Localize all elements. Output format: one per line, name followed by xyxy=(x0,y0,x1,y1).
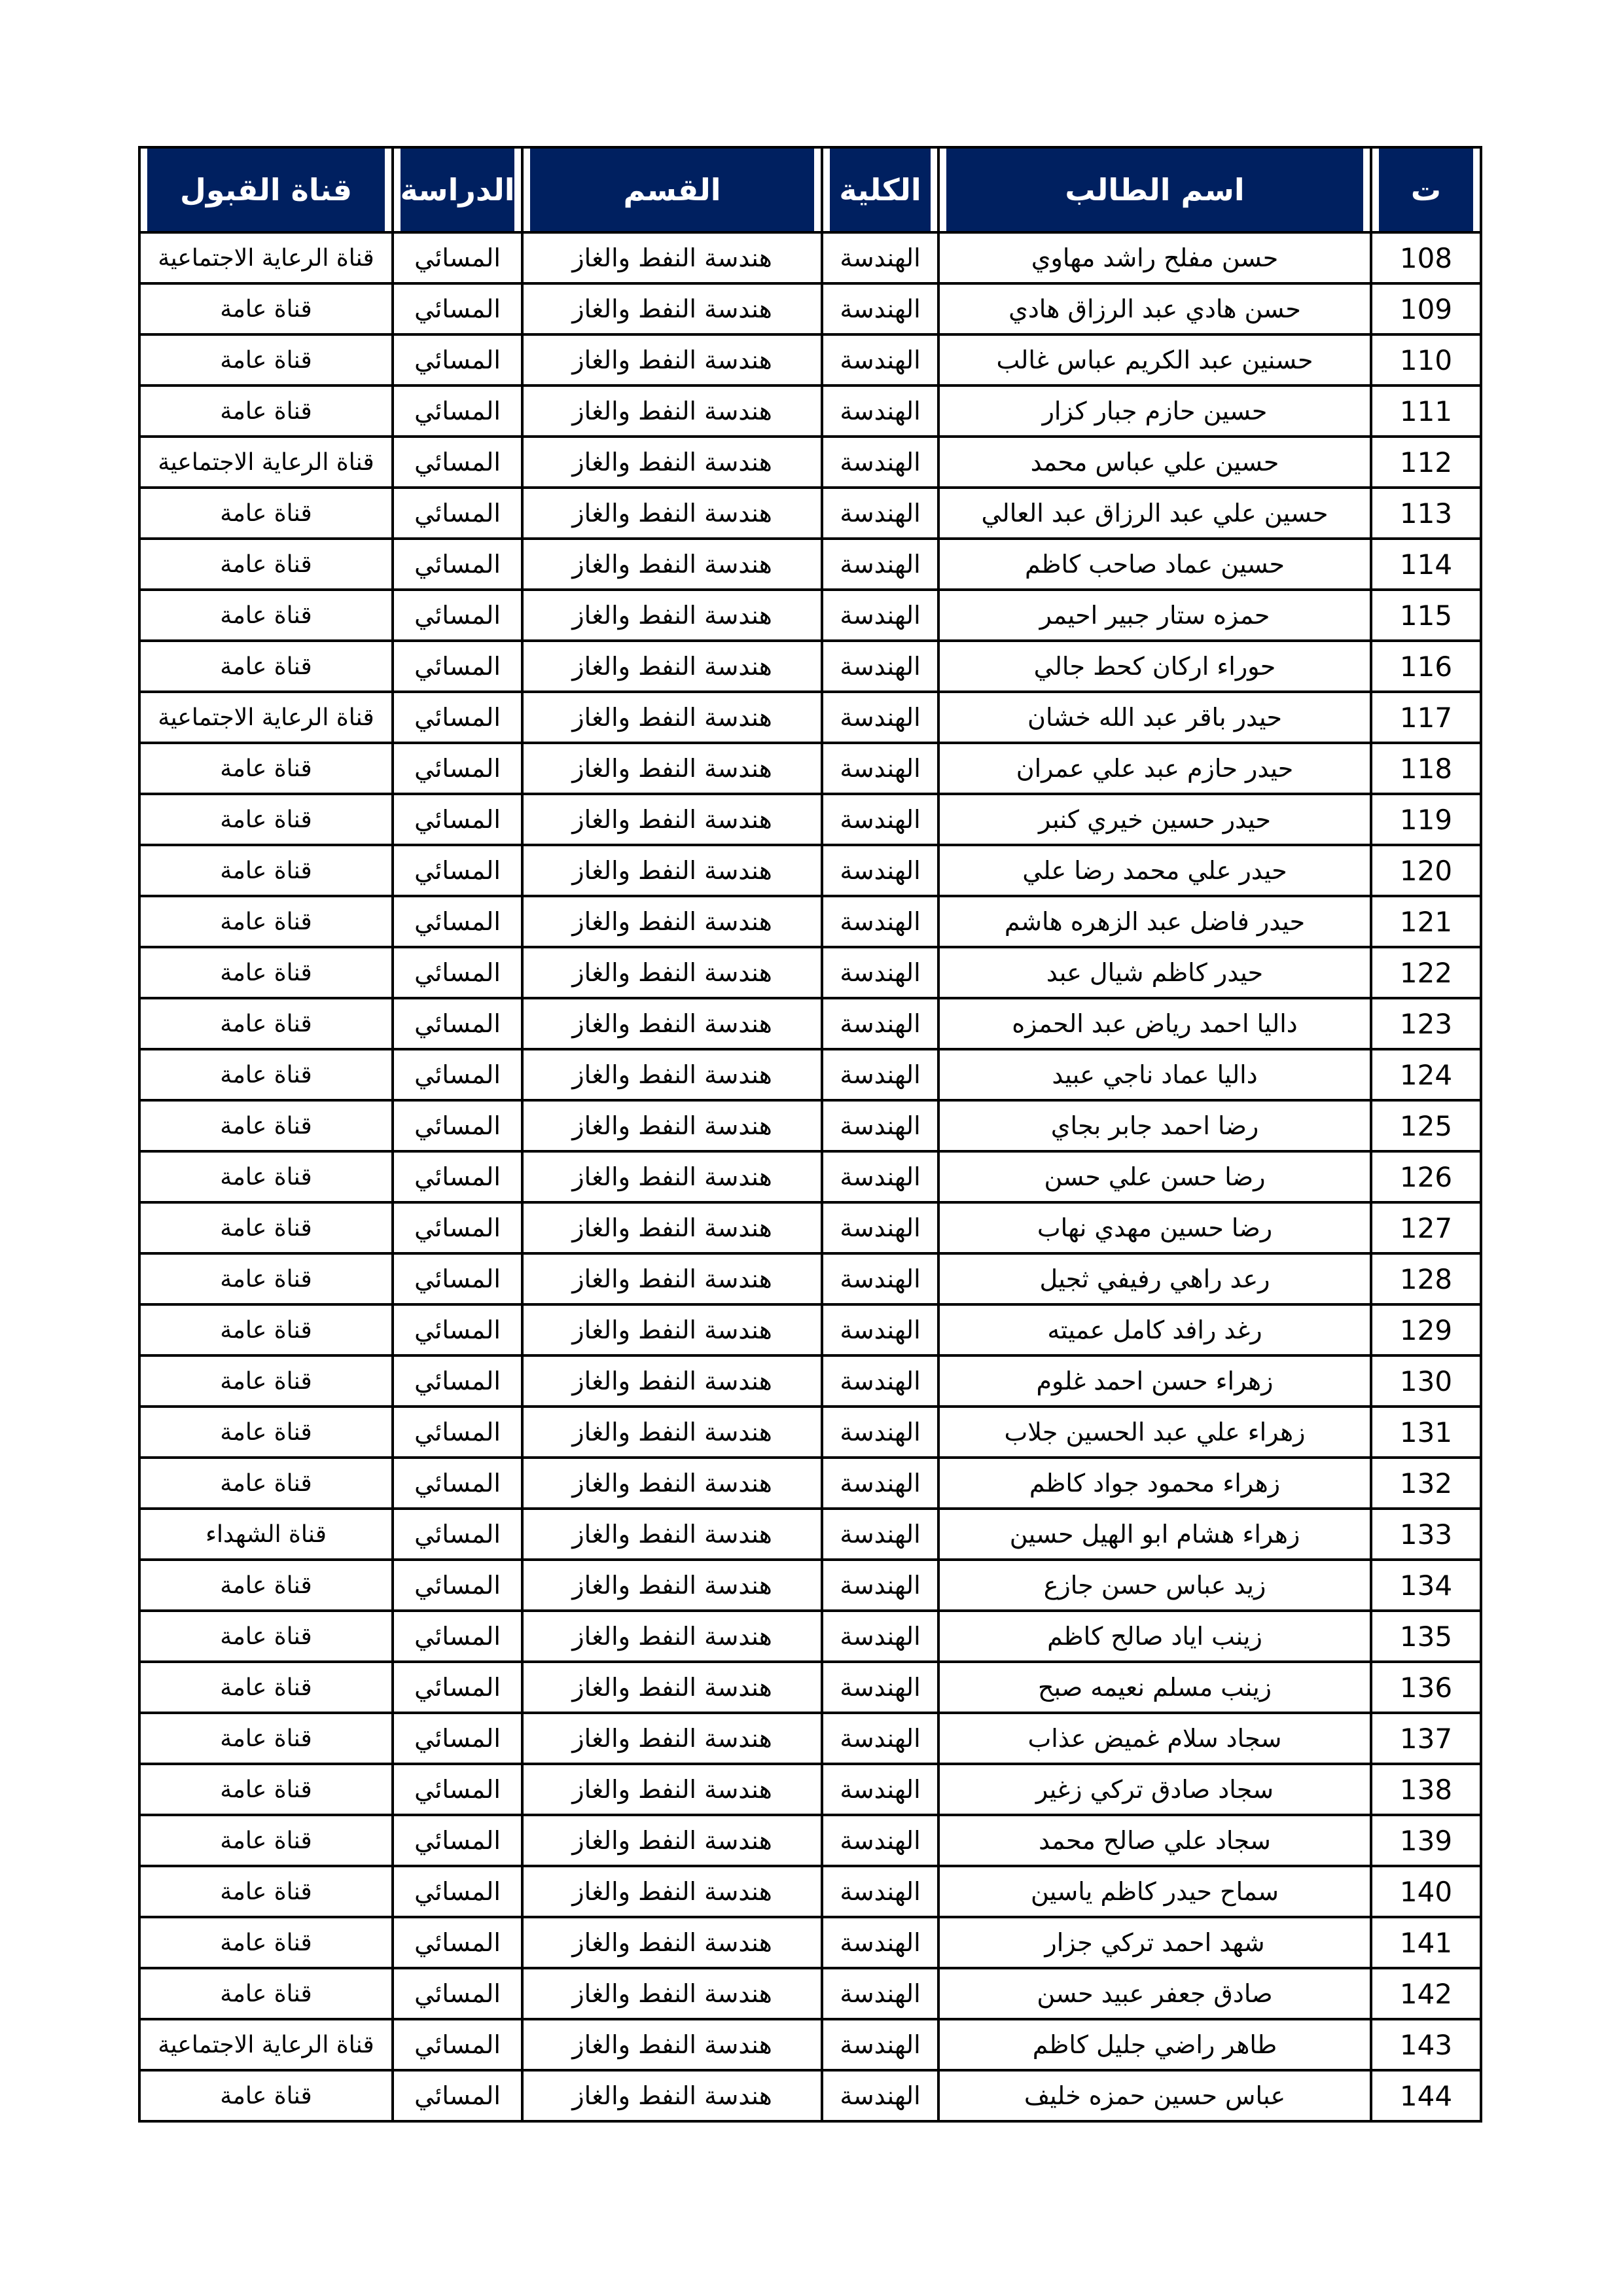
cell-channel: قناة عامة xyxy=(139,743,393,794)
cell-channel: قناة عامة xyxy=(139,590,393,641)
cell-study: المسائي xyxy=(393,1764,522,1815)
col-header-study-type xyxy=(393,147,522,232)
cell-college: الهندسة xyxy=(822,1304,938,1355)
cell-channel: قناة عامة xyxy=(139,845,393,896)
cell-department: هندسة النفط والغاز xyxy=(522,2019,822,2070)
cell-study: المسائي xyxy=(393,947,522,998)
cell-college: الهندسة xyxy=(822,947,938,998)
table-row xyxy=(139,1917,1481,1968)
col-header-admission-channel xyxy=(139,147,393,232)
cell-study: المسائي xyxy=(393,794,522,845)
cell-index: 123 xyxy=(1371,998,1481,1049)
cell-department: هندسة النفط والغاز xyxy=(522,1917,822,1968)
cell-name: زينب مسلم نعيمه صبح xyxy=(938,1662,1371,1713)
cell-department: هندسة النفط والغاز xyxy=(522,1611,822,1662)
cell-name: رضا حسين مهدي نهاب xyxy=(938,1202,1371,1253)
cell-study: المسائي xyxy=(393,232,522,283)
header-shade-college: الكلية xyxy=(830,149,931,231)
cell-name: حسين علي عباس محمد xyxy=(938,437,1371,488)
cell-college: الهندسة xyxy=(822,232,938,283)
cell-index: 140 xyxy=(1371,1866,1481,1917)
cell-index: 115 xyxy=(1371,590,1481,641)
cell-college: الهندسة xyxy=(822,743,938,794)
cell-index: 113 xyxy=(1371,488,1481,539)
cell-channel: قناة عامة xyxy=(139,1560,393,1611)
cell-college: الهندسة xyxy=(822,1049,938,1100)
cell-channel: قناة عامة xyxy=(139,1713,393,1764)
cell-department: هندسة النفط والغاز xyxy=(522,845,822,896)
cell-college: الهندسة xyxy=(822,1355,938,1407)
cell-study: المسائي xyxy=(393,743,522,794)
table-row xyxy=(139,896,1481,947)
cell-college: الهندسة xyxy=(822,794,938,845)
cell-channel: قناة عامة xyxy=(139,488,393,539)
cell-name: سجاد صادق تركي زغير xyxy=(938,1764,1371,1815)
cell-department: هندسة النفط والغاز xyxy=(522,1866,822,1917)
cell-channel: قناة عامة xyxy=(139,2070,393,2121)
cell-index: 119 xyxy=(1371,794,1481,845)
cell-channel: قناة عامة xyxy=(139,1764,393,1815)
cell-study: المسائي xyxy=(393,1202,522,1253)
cell-channel: قناة عامة xyxy=(139,1866,393,1917)
cell-department: هندسة النفط والغاز xyxy=(522,488,822,539)
cell-channel: قناة عامة xyxy=(139,283,393,334)
cell-college: الهندسة xyxy=(822,283,938,334)
cell-department: هندسة النفط والغاز xyxy=(522,1304,822,1355)
cell-channel: قناة عامة xyxy=(139,1662,393,1713)
cell-name: حيدر باقر عبد الله خشان xyxy=(938,692,1371,743)
cell-department: هندسة النفط والغاز xyxy=(522,437,822,488)
cell-college: الهندسة xyxy=(822,1151,938,1202)
cell-channel: قناة عامة xyxy=(139,1355,393,1407)
cell-channel: قناة عامة xyxy=(139,1100,393,1151)
cell-index: 118 xyxy=(1371,743,1481,794)
cell-index: 137 xyxy=(1371,1713,1481,1764)
cell-college: الهندسة xyxy=(822,998,938,1049)
cell-study: المسائي xyxy=(393,283,522,334)
cell-study: المسائي xyxy=(393,2019,522,2070)
cell-index: 144 xyxy=(1371,2070,1481,2121)
cell-study: المسائي xyxy=(393,1253,522,1304)
table-row xyxy=(139,1713,1481,1764)
cell-channel: قناة عامة xyxy=(139,1407,393,1458)
col-header-department xyxy=(522,147,822,232)
cell-channel: قناة عامة xyxy=(139,1151,393,1202)
cell-study: المسائي xyxy=(393,386,522,437)
header-row xyxy=(139,147,1481,232)
table-row xyxy=(139,947,1481,998)
cell-department: هندسة النفط والغاز xyxy=(522,1355,822,1407)
cell-department: هندسة النفط والغاز xyxy=(522,334,822,386)
table-row xyxy=(139,1764,1481,1815)
cell-name: زينب اياد صالح كاظم xyxy=(938,1611,1371,1662)
col-header-college xyxy=(822,147,938,232)
cell-channel: قناة الشهداء xyxy=(139,1509,393,1560)
cell-name: حيدر كاظم شيال عبد xyxy=(938,947,1371,998)
cell-channel: قناة الرعاية الاجتماعية xyxy=(139,437,393,488)
cell-channel: قناة عامة xyxy=(139,1815,393,1866)
cell-index: 114 xyxy=(1371,539,1481,590)
table-row xyxy=(139,1560,1481,1611)
cell-study: المسائي xyxy=(393,1917,522,1968)
cell-index: 129 xyxy=(1371,1304,1481,1355)
col-header-index xyxy=(1371,147,1481,232)
cell-study: المسائي xyxy=(393,1713,522,1764)
cell-college: الهندسة xyxy=(822,2019,938,2070)
cell-name: حسن هادي عبد الرزاق هادي xyxy=(938,283,1371,334)
table-row xyxy=(139,692,1481,743)
cell-name: رضا حسن علي حسن xyxy=(938,1151,1371,1202)
table-row xyxy=(139,1202,1481,1253)
cell-study: المسائي xyxy=(393,998,522,1049)
cell-college: الهندسة xyxy=(822,334,938,386)
cell-college: الهندسة xyxy=(822,896,938,947)
cell-college: الهندسة xyxy=(822,1407,938,1458)
cell-study: المسائي xyxy=(393,1509,522,1560)
cell-study: المسائي xyxy=(393,1304,522,1355)
cell-name: زهراء هشام ابو الهيل حسين xyxy=(938,1509,1371,1560)
cell-index: 126 xyxy=(1371,1151,1481,1202)
table-row xyxy=(139,1100,1481,1151)
cell-name: حسين علي عبد الرزاق عبد العالي xyxy=(938,488,1371,539)
header-shade-student-name: اسم الطالب xyxy=(946,149,1363,231)
cell-name: شهد احمد تركي جزار xyxy=(938,1917,1371,1968)
table-row xyxy=(139,998,1481,1049)
table-row xyxy=(139,1815,1481,1866)
cell-college: الهندسة xyxy=(822,1100,938,1151)
table-row xyxy=(139,334,1481,386)
cell-index: 131 xyxy=(1371,1407,1481,1458)
cell-study: المسائي xyxy=(393,1049,522,1100)
table-row xyxy=(139,232,1481,283)
cell-department: هندسة النفط والغاز xyxy=(522,1253,822,1304)
cell-department: هندسة النفط والغاز xyxy=(522,1560,822,1611)
cell-channel: قناة عامة xyxy=(139,1458,393,1509)
table-row xyxy=(139,1662,1481,1713)
cell-index: 139 xyxy=(1371,1815,1481,1866)
cell-name: زيد عباس حسن جازع xyxy=(938,1560,1371,1611)
students-table xyxy=(138,146,1482,2123)
cell-college: الهندسة xyxy=(822,1917,938,1968)
table-row xyxy=(139,1458,1481,1509)
cell-college: الهندسة xyxy=(822,641,938,692)
cell-study: المسائي xyxy=(393,1611,522,1662)
table-row xyxy=(139,1407,1481,1458)
cell-study: المسائي xyxy=(393,1100,522,1151)
table-row xyxy=(139,488,1481,539)
cell-name: زهراء محمود جواد كاظم xyxy=(938,1458,1371,1509)
cell-department: هندسة النفط والغاز xyxy=(522,794,822,845)
cell-index: 130 xyxy=(1371,1355,1481,1407)
cell-name: سجاد علي صالح محمد xyxy=(938,1815,1371,1866)
cell-department: هندسة النفط والغاز xyxy=(522,641,822,692)
cell-department: هندسة النفط والغاز xyxy=(522,1764,822,1815)
cell-name: داليا عماد ناجي عبيد xyxy=(938,1049,1371,1100)
cell-department: هندسة النفط والغاز xyxy=(522,1662,822,1713)
table-body xyxy=(139,232,1481,2121)
header-shade-admission-channel: قناة القبول xyxy=(147,149,385,231)
cell-name: عباس حسين حمزه خليف xyxy=(938,2070,1371,2121)
cell-college: الهندسة xyxy=(822,692,938,743)
cell-index: 142 xyxy=(1371,1968,1481,2019)
cell-department: هندسة النفط والغاز xyxy=(522,1968,822,2019)
cell-study: المسائي xyxy=(393,539,522,590)
cell-college: الهندسة xyxy=(822,1458,938,1509)
cell-channel: قناة عامة xyxy=(139,539,393,590)
cell-name: حيدر حسين خيري كنبر xyxy=(938,794,1371,845)
cell-department: هندسة النفط والغاز xyxy=(522,386,822,437)
cell-name: داليا احمد رياض عبد الحمزه xyxy=(938,998,1371,1049)
cell-index: 110 xyxy=(1371,334,1481,386)
cell-channel: قناة عامة xyxy=(139,1202,393,1253)
cell-name: حيدر علي محمد رضا علي xyxy=(938,845,1371,896)
table-row xyxy=(139,794,1481,845)
table-row xyxy=(139,1304,1481,1355)
cell-index: 133 xyxy=(1371,1509,1481,1560)
cell-index: 125 xyxy=(1371,1100,1481,1151)
cell-name: حسين حازم جبار كزار xyxy=(938,386,1371,437)
cell-name: صادق جعفر عبيد حسن xyxy=(938,1968,1371,2019)
cell-index: 143 xyxy=(1371,2019,1481,2070)
cell-channel: قناة الرعاية الاجتماعية xyxy=(139,692,393,743)
header-shade-department: القسم xyxy=(530,149,814,231)
table-row xyxy=(139,2070,1481,2121)
table-row xyxy=(139,845,1481,896)
cell-name: رغد رافد كامل عميته xyxy=(938,1304,1371,1355)
cell-study: المسائي xyxy=(393,590,522,641)
cell-channel: قناة الرعاية الاجتماعية xyxy=(139,232,393,283)
table-row xyxy=(139,1509,1481,1560)
cell-department: هندسة النفط والغاز xyxy=(522,1202,822,1253)
cell-college: الهندسة xyxy=(822,1202,938,1253)
cell-channel: قناة الرعاية الاجتماعية xyxy=(139,2019,393,2070)
cell-study: المسائي xyxy=(393,437,522,488)
cell-department: هندسة النفط والغاز xyxy=(522,1151,822,1202)
cell-college: الهندسة xyxy=(822,1968,938,2019)
cell-college: الهندسة xyxy=(822,590,938,641)
header-shade-index: ت xyxy=(1379,149,1473,231)
cell-name: حيدر فاضل عبد الزهره هاشم xyxy=(938,896,1371,947)
cell-study: المسائي xyxy=(393,845,522,896)
cell-study: المسائي xyxy=(393,1151,522,1202)
table-row xyxy=(139,1151,1481,1202)
cell-college: الهندسة xyxy=(822,1560,938,1611)
cell-index: 134 xyxy=(1371,1560,1481,1611)
cell-department: هندسة النفط والغاز xyxy=(522,539,822,590)
cell-name: سجاد سلام غميض عذاب xyxy=(938,1713,1371,1764)
cell-index: 124 xyxy=(1371,1049,1481,1100)
cell-channel: قناة عامة xyxy=(139,1917,393,1968)
cell-name: طاهر راضي جليل كاظم xyxy=(938,2019,1371,2070)
cell-college: الهندسة xyxy=(822,1253,938,1304)
table-row xyxy=(139,743,1481,794)
table-row xyxy=(139,1611,1481,1662)
cell-name: حسنين عبد الكريم عباس غالب xyxy=(938,334,1371,386)
cell-college: الهندسة xyxy=(822,1713,938,1764)
cell-name: رضا احمد جابر بجاي xyxy=(938,1100,1371,1151)
cell-study: المسائي xyxy=(393,334,522,386)
cell-study: المسائي xyxy=(393,1968,522,2019)
cell-name: حوراء اركان كحط جالي xyxy=(938,641,1371,692)
cell-college: الهندسة xyxy=(822,1509,938,1560)
cell-study: المسائي xyxy=(393,692,522,743)
cell-college: الهندسة xyxy=(822,1662,938,1713)
cell-college: الهندسة xyxy=(822,488,938,539)
cell-name: حيدر حازم عبد علي عمران xyxy=(938,743,1371,794)
cell-study: المسائي xyxy=(393,1662,522,1713)
cell-name: حسن مفلح راشد مهاوي xyxy=(938,232,1371,283)
cell-index: 127 xyxy=(1371,1202,1481,1253)
cell-college: الهندسة xyxy=(822,1764,938,1815)
cell-department: هندسة النفط والغاز xyxy=(522,692,822,743)
cell-index: 120 xyxy=(1371,845,1481,896)
cell-name: سماح حيدر كاظم ياسين xyxy=(938,1866,1371,1917)
cell-college: الهندسة xyxy=(822,1866,938,1917)
cell-index: 128 xyxy=(1371,1253,1481,1304)
cell-college: الهندسة xyxy=(822,437,938,488)
cell-channel: قناة عامة xyxy=(139,334,393,386)
cell-department: هندسة النفط والغاز xyxy=(522,1407,822,1458)
cell-index: 138 xyxy=(1371,1764,1481,1815)
cell-department: هندسة النفط والغاز xyxy=(522,590,822,641)
table-row xyxy=(139,1049,1481,1100)
cell-college: الهندسة xyxy=(822,386,938,437)
table-row xyxy=(139,386,1481,437)
cell-study: المسائي xyxy=(393,1815,522,1866)
table-row xyxy=(139,1253,1481,1304)
cell-channel: قناة عامة xyxy=(139,641,393,692)
cell-index: 122 xyxy=(1371,947,1481,998)
cell-department: هندسة النفط والغاز xyxy=(522,232,822,283)
cell-college: الهندسة xyxy=(822,539,938,590)
cell-channel: قناة عامة xyxy=(139,1611,393,1662)
cell-department: هندسة النفط والغاز xyxy=(522,1815,822,1866)
cell-channel: قناة عامة xyxy=(139,1304,393,1355)
cell-department: هندسة النفط والغاز xyxy=(522,1509,822,1560)
cell-study: المسائي xyxy=(393,2070,522,2121)
cell-department: هندسة النفط والغاز xyxy=(522,947,822,998)
cell-channel: قناة عامة xyxy=(139,1049,393,1100)
cell-study: المسائي xyxy=(393,896,522,947)
cell-index: 136 xyxy=(1371,1662,1481,1713)
table-row xyxy=(139,641,1481,692)
cell-college: الهندسة xyxy=(822,2070,938,2121)
cell-index: 116 xyxy=(1371,641,1481,692)
cell-department: هندسة النفط والغاز xyxy=(522,896,822,947)
cell-index: 121 xyxy=(1371,896,1481,947)
cell-index: 109 xyxy=(1371,283,1481,334)
cell-department: هندسة النفط والغاز xyxy=(522,1713,822,1764)
cell-index: 112 xyxy=(1371,437,1481,488)
table-row xyxy=(139,1866,1481,1917)
cell-index: 135 xyxy=(1371,1611,1481,1662)
cell-study: المسائي xyxy=(393,1407,522,1458)
cell-study: المسائي xyxy=(393,1458,522,1509)
cell-channel: قناة عامة xyxy=(139,998,393,1049)
table-row xyxy=(139,590,1481,641)
table-row xyxy=(139,1355,1481,1407)
cell-channel: قناة عامة xyxy=(139,947,393,998)
header-shade-study-type: الدراسة xyxy=(401,149,514,231)
cell-department: هندسة النفط والغاز xyxy=(522,743,822,794)
table-row xyxy=(139,1968,1481,2019)
cell-name: حمزه ستار جبير احيمر xyxy=(938,590,1371,641)
cell-study: المسائي xyxy=(393,488,522,539)
cell-department: هندسة النفط والغاز xyxy=(522,2070,822,2121)
cell-index: 117 xyxy=(1371,692,1481,743)
col-header-student-name xyxy=(938,147,1371,232)
cell-index: 141 xyxy=(1371,1917,1481,1968)
cell-name: حسين عماد صاحب كاظم xyxy=(938,539,1371,590)
table-row xyxy=(139,283,1481,334)
cell-department: هندسة النفط والغاز xyxy=(522,998,822,1049)
cell-department: هندسة النفط والغاز xyxy=(522,1458,822,1509)
cell-index: 132 xyxy=(1371,1458,1481,1509)
cell-college: الهندسة xyxy=(822,1815,938,1866)
cell-channel: قناة عامة xyxy=(139,1968,393,2019)
cell-name: زهراء علي عبد الحسين جلاب xyxy=(938,1407,1371,1458)
cell-department: هندسة النفط والغاز xyxy=(522,1100,822,1151)
table-row xyxy=(139,539,1481,590)
cell-department: هندسة النفط والغاز xyxy=(522,283,822,334)
cell-study: المسائي xyxy=(393,1866,522,1917)
cell-channel: قناة عامة xyxy=(139,794,393,845)
cell-study: المسائي xyxy=(393,641,522,692)
cell-college: الهندسة xyxy=(822,1611,938,1662)
cell-index: 111 xyxy=(1371,386,1481,437)
cell-department: هندسة النفط والغاز xyxy=(522,1049,822,1100)
cell-name: زهراء حسن احمد غلوم xyxy=(938,1355,1371,1407)
cell-study: المسائي xyxy=(393,1560,522,1611)
cell-college: الهندسة xyxy=(822,845,938,896)
cell-index: 108 xyxy=(1371,232,1481,283)
cell-name: رعد راهي رفيفي ثجيل xyxy=(938,1253,1371,1304)
cell-channel: قناة عامة xyxy=(139,896,393,947)
cell-channel: قناة عامة xyxy=(139,1253,393,1304)
cell-study: المسائي xyxy=(393,1355,522,1407)
table-row xyxy=(139,2019,1481,2070)
table-row xyxy=(139,437,1481,488)
cell-channel: قناة عامة xyxy=(139,386,393,437)
